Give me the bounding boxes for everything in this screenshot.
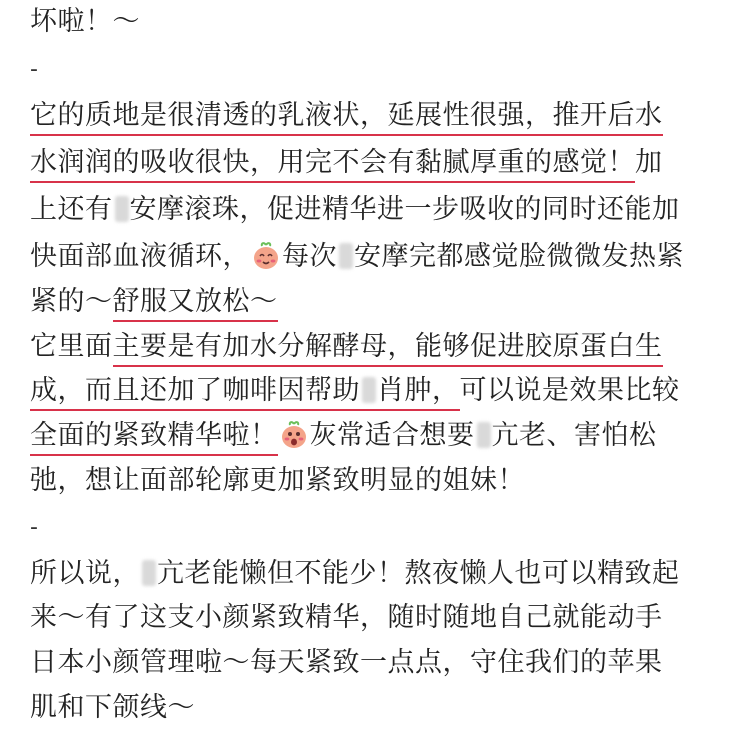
- separator-dash-2: [30, 508, 38, 548]
- smiling-blush-emoji-icon: [252, 242, 280, 270]
- line-text: 亢老、害怕松: [491, 420, 657, 451]
- line-text: 快面部血液循环，: [30, 241, 250, 272]
- line-text: -: [30, 57, 39, 82]
- underlined-text: 主要是有加水分解酵母，能够促进胶原蛋白生: [113, 329, 663, 367]
- text-line-3: [30, 143, 663, 183]
- blurred-character: [362, 377, 376, 403]
- text-line-4: [30, 190, 680, 230]
- separator-dash-1: [30, 50, 38, 90]
- text-line-14: [30, 688, 195, 728]
- line-text: 紧的～: [30, 286, 113, 317]
- text-line-12: [30, 598, 663, 638]
- text-line-8: [30, 371, 680, 411]
- line-text: -: [30, 515, 39, 540]
- line-text: 成，而且还加了咖啡因帮助: [30, 375, 360, 406]
- blurred-character: [339, 243, 353, 269]
- line-text: 灰常适合想要: [309, 420, 475, 451]
- line-text: 日本小颜管理啦～每天紧致一点点，守住我们的苹果: [30, 647, 663, 678]
- line-text: 它里面: [30, 331, 113, 362]
- underlined-text: 全面的紧致精华啦！: [30, 418, 278, 456]
- text-line-5: [30, 237, 684, 277]
- blurred-character: [477, 422, 491, 448]
- text-line-9: [30, 416, 657, 456]
- blurred-character: [115, 196, 129, 222]
- line-text: 可以说是效果比较: [459, 375, 680, 406]
- blurred-character: [142, 560, 156, 586]
- line-text: 加: [635, 147, 663, 178]
- text-line-11: [30, 554, 680, 594]
- line-text: 亢老能懒但不能少！熬夜懒人也可以精致起: [157, 558, 680, 589]
- underlined-text: 舒服又放松～: [113, 284, 278, 322]
- line-text: 肖肿，: [377, 375, 460, 406]
- line-text: 每次: [282, 241, 337, 272]
- surprised-blush-emoji-icon: [280, 421, 308, 449]
- text-line-13: [30, 643, 663, 683]
- text-line-7: [30, 327, 663, 367]
- underlined-text: 水润润的吸收很快，用完不会有黏腻厚重的感觉！: [30, 145, 635, 183]
- line-text: 来～有了这支小颜紧致精华，随时随地自己就能动手: [30, 602, 663, 633]
- line-text: 肌和下颌线～: [30, 692, 195, 723]
- line-text: 上还有: [30, 194, 113, 225]
- line-text: 坏啦！～: [30, 6, 140, 37]
- line-text: 弛，想让面部轮廓更加紧致明显的姐妹！: [30, 465, 525, 496]
- underlined-text: 它的质地是很清透的乳液状，延展性很强，推开后水: [30, 98, 663, 136]
- line-text: 安摩滚珠，促进精华进一步吸收的同时还能加: [129, 194, 680, 225]
- text-line-1: [30, 2, 140, 42]
- text-line-6: [30, 282, 278, 322]
- text-line-10: [30, 461, 525, 501]
- line-text: 所以说，: [30, 558, 140, 589]
- text-line-2: [30, 96, 663, 136]
- line-text: 安摩完都感觉脸微微发热紧: [354, 241, 684, 272]
- underlined-text: [30, 373, 460, 411]
